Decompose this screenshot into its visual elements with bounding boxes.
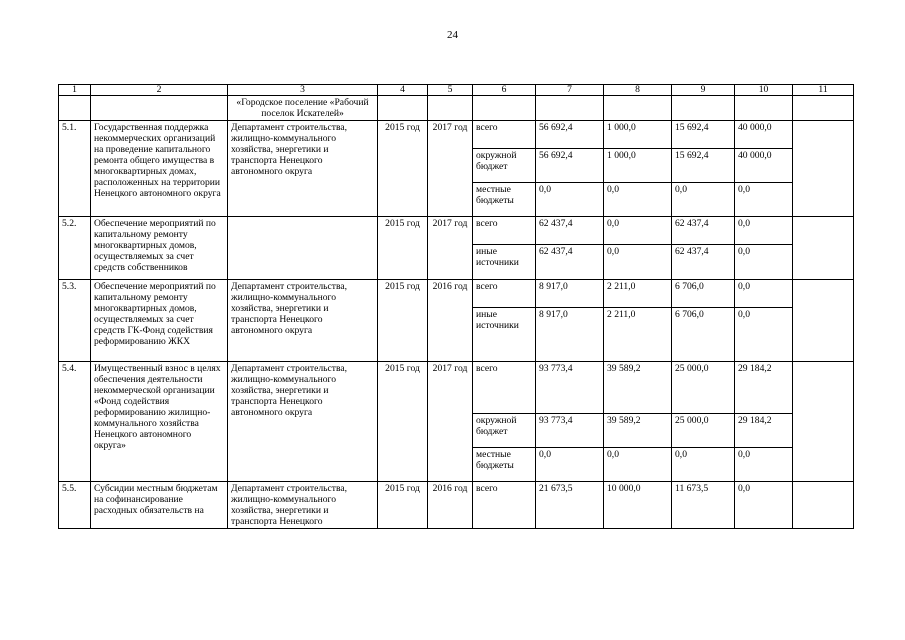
- amount-total: 93 773,4: [536, 362, 604, 414]
- measure-name: Имущественный взнос в целях обеспечения деятельности некоммерческой организации «Фонд содействия реформированию жилищно-коммунального хозяйства Ненецкого автономного округа»: [91, 362, 228, 482]
- measure-name: Обеспечение мероприятий по капитальному ремонту многоквартирных домов, осуществляемых за счет средств ГК-Фонд содействия реформированию ЖКХ: [91, 280, 228, 362]
- amount-total: 8 917,0: [536, 308, 604, 362]
- table-row: [59, 217, 854, 245]
- column-number: 9: [672, 85, 735, 96]
- funding-source: местные бюджеты: [473, 183, 536, 217]
- funding-source: всего: [473, 280, 536, 308]
- end-year: 2016 год: [428, 280, 473, 362]
- amount-2015: 0,0: [604, 183, 672, 217]
- amount-total: 0,0: [536, 183, 604, 217]
- column-number: 5: [428, 85, 473, 96]
- amount-2015: 0,0: [604, 217, 672, 245]
- amount-2017: 0,0: [735, 482, 793, 529]
- amount-2017: 40 000,0: [735, 149, 793, 183]
- amount-total: 56 692,4: [536, 121, 604, 149]
- amount-2015: 10 000,0: [604, 482, 672, 529]
- cell-empty: [604, 96, 672, 121]
- row-number: 5.4.: [59, 362, 91, 482]
- amount-2015: 39 589,2: [604, 414, 672, 448]
- column-number: 11: [793, 85, 854, 96]
- amount-2017: 0,0: [735, 245, 793, 280]
- amount-total: 0,0: [536, 448, 604, 482]
- column-number: 4: [378, 85, 428, 96]
- start-year: 2015 год: [378, 362, 428, 482]
- cell-empty: [793, 280, 854, 362]
- amount-2017: 0,0: [735, 308, 793, 362]
- amount-total: 62 437,4: [536, 245, 604, 280]
- amount-2016: 62 437,4: [672, 217, 735, 245]
- amount-2016: 11 673,5: [672, 482, 735, 529]
- end-year: 2017 год: [428, 362, 473, 482]
- amount-2016: 25 000,0: [672, 362, 735, 414]
- amount-2016: 25 000,0: [672, 414, 735, 448]
- end-year: 2016 год: [428, 482, 473, 529]
- row-number: 5.5.: [59, 482, 91, 529]
- amount-2017: 40 000,0: [735, 121, 793, 149]
- amount-total: 21 673,5: [536, 482, 604, 529]
- funding-source: всего: [473, 362, 536, 414]
- table-row: [59, 482, 854, 529]
- column-number: 2: [91, 85, 228, 96]
- cell-empty: [672, 96, 735, 121]
- row-number: 5.1.: [59, 121, 91, 217]
- amount-2017: 0,0: [735, 217, 793, 245]
- start-year: 2015 год: [378, 280, 428, 362]
- table-row: [59, 362, 854, 414]
- executor: Департамент строительства, жилищно-коммунального хозяйства, энергетики и транспорта Ненецкого автономного округа: [228, 362, 378, 482]
- cell-empty: [793, 217, 854, 280]
- start-year: 2015 год: [378, 217, 428, 280]
- amount-2017: 29 184,2: [735, 362, 793, 414]
- cell-empty: [735, 96, 793, 121]
- continuation-executor: «Городское поселение «Рабочий поселок Искателей»: [228, 96, 378, 121]
- row-number: 5.2.: [59, 217, 91, 280]
- amount-2016: 0,0: [672, 183, 735, 217]
- amount-2015: 1 000,0: [604, 149, 672, 183]
- cell-empty: [59, 96, 91, 121]
- table-row: [59, 121, 854, 149]
- funding-source: местные бюджеты: [473, 448, 536, 482]
- amount-2015: 1 000,0: [604, 121, 672, 149]
- start-year: 2015 год: [378, 121, 428, 217]
- amount-2015: 39 589,2: [604, 362, 672, 414]
- amount-total: 8 917,0: [536, 280, 604, 308]
- amount-2017: 0,0: [735, 183, 793, 217]
- cell-empty: [428, 96, 473, 121]
- start-year: 2015 год: [378, 482, 428, 529]
- cell-empty: [793, 362, 854, 482]
- page-number: 24: [447, 29, 458, 41]
- executor: [228, 217, 378, 280]
- amount-2017: 0,0: [735, 448, 793, 482]
- cell-empty: [91, 96, 228, 121]
- funding-source: всего: [473, 121, 536, 149]
- amount-2016: 15 692,4: [672, 149, 735, 183]
- column-number-row: [59, 85, 854, 96]
- table-body: [59, 85, 854, 529]
- end-year: 2017 год: [428, 217, 473, 280]
- cell-empty: [793, 482, 854, 529]
- cell-empty: [793, 96, 854, 121]
- table-row: [59, 280, 854, 308]
- amount-2015: 2 211,0: [604, 308, 672, 362]
- executor: Департамент строительства, жилищно-коммунального хозяйства, энергетики и транспорта Ненецкого: [228, 482, 378, 529]
- column-number: 1: [59, 85, 91, 96]
- amount-total: 56 692,4: [536, 149, 604, 183]
- measure-name: Обеспечение мероприятий по капитальному ремонту многоквартирных домов, осуществляемых за счет средств собственников: [91, 217, 228, 280]
- measure-name: Государственная поддержка некоммерческих организаций на проведение капитального ремонта общего имущества в многоквартирных домах, расположенных на территории Ненецкого автономного округа: [91, 121, 228, 217]
- end-year: 2017 год: [428, 121, 473, 217]
- cell-empty: [536, 96, 604, 121]
- amount-2016: 0,0: [672, 448, 735, 482]
- amount-total: 93 773,4: [536, 414, 604, 448]
- amount-2017: 29 184,2: [735, 414, 793, 448]
- amount-2016: 6 706,0: [672, 308, 735, 362]
- column-number: 8: [604, 85, 672, 96]
- amount-2015: 0,0: [604, 448, 672, 482]
- continuation-row: [59, 96, 854, 121]
- column-number: 7: [536, 85, 604, 96]
- cell-empty: [793, 121, 854, 217]
- amount-2015: 2 211,0: [604, 280, 672, 308]
- executor: Департамент строительства, жилищно-коммунального хозяйства, энергетики и транспорта Ненецкого автономного округа: [228, 121, 378, 217]
- funding-source: окружной бюджет: [473, 149, 536, 183]
- amount-2015: 0,0: [604, 245, 672, 280]
- funding-source: иные источники: [473, 245, 536, 280]
- amount-total: 62 437,4: [536, 217, 604, 245]
- cell-empty: [473, 96, 536, 121]
- funding-source: окружной бюджет: [473, 414, 536, 448]
- column-number: 3: [228, 85, 378, 96]
- row-number: 5.3.: [59, 280, 91, 362]
- column-number: 6: [473, 85, 536, 96]
- executor: Департамент строительства, жилищно-коммунального хозяйства, энергетики и транспорта Ненецкого автономного округа: [228, 280, 378, 362]
- funding-source: иные источники: [473, 308, 536, 362]
- cell-empty: [378, 96, 428, 121]
- amount-2016: 6 706,0: [672, 280, 735, 308]
- amount-2017: 0,0: [735, 280, 793, 308]
- measure-name: Субсидии местным бюджетам на софинансирование расходных обязательств на: [91, 482, 228, 529]
- amount-2016: 62 437,4: [672, 245, 735, 280]
- funding-source: всего: [473, 217, 536, 245]
- funding-source: всего: [473, 482, 536, 529]
- column-number: 10: [735, 85, 793, 96]
- amount-2016: 15 692,4: [672, 121, 735, 149]
- program-table: [58, 84, 854, 529]
